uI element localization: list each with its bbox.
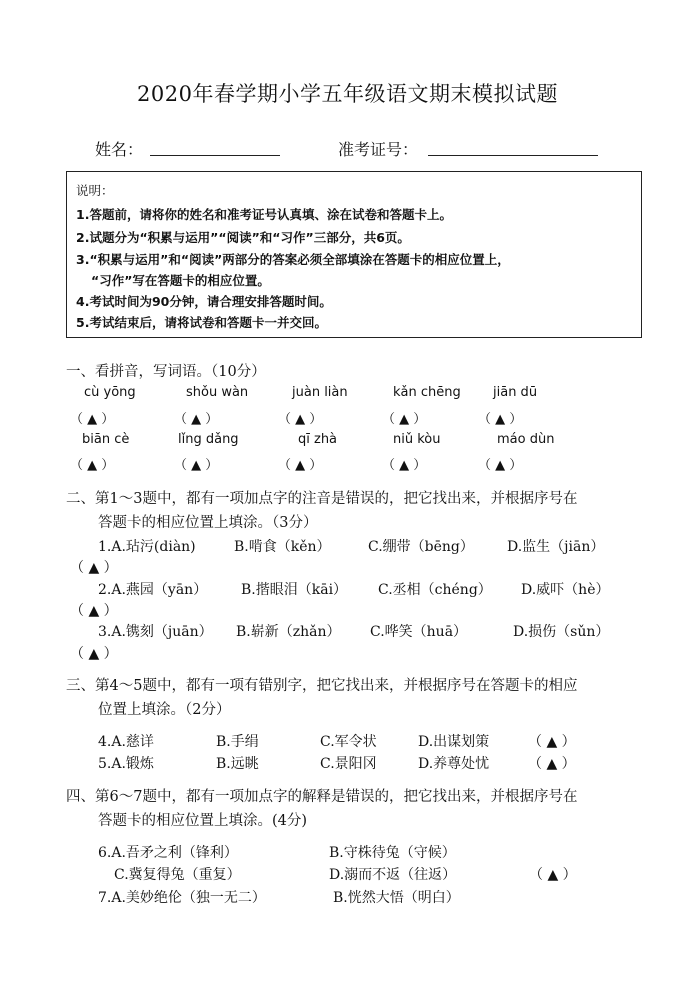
pinyin: niǔ kòu bbox=[393, 432, 441, 447]
answer-blank[interactable]: （ ▲ ） bbox=[174, 412, 219, 427]
option[interactable]: 2.A.燕园（yān） bbox=[98, 582, 208, 598]
option[interactable]: 4.A.慈详 bbox=[98, 734, 154, 750]
section-4-heading-cont: 答题卡的相应位置上填涂。(4分) bbox=[98, 813, 308, 829]
section-3-heading-cont: 位置上填涂。（2分） bbox=[98, 702, 231, 718]
answer-blank[interactable]: （ ▲ ） bbox=[70, 412, 115, 427]
option[interactable]: C.冀复得兔（重复） bbox=[114, 867, 241, 883]
instruction-item: 3.“积累与运用”和“阅读”两部分的答案必须全部填涂在答题卡的相应位置上， bbox=[76, 252, 510, 267]
name-field[interactable] bbox=[150, 155, 280, 156]
exam-id-field[interactable] bbox=[428, 155, 598, 156]
answer-blank[interactable]: （ ▲ ） bbox=[382, 412, 427, 427]
instructions-heading: 说明： bbox=[76, 183, 114, 198]
option[interactable]: C.哗笑（huā） bbox=[370, 624, 468, 640]
option[interactable]: B.恍然大悟（明白） bbox=[333, 890, 460, 906]
option[interactable]: B.崭新（zhǎn） bbox=[236, 624, 341, 640]
option[interactable]: D.溺而不返（往返） bbox=[329, 867, 457, 883]
answer-blank[interactable]: （ ▲ ） bbox=[174, 458, 219, 473]
option[interactable]: B.守株待兔（守候） bbox=[329, 845, 456, 861]
instructions-box bbox=[66, 171, 642, 338]
instruction-item: 4.考试时间为90分钟，请合理安排答题时间。 bbox=[76, 294, 332, 309]
option[interactable]: D.养尊处忧 bbox=[418, 756, 490, 772]
section-4-heading: 四、第6～7题中，都有一项加点字的解释是错误的，把它找出来，并根据序号在 bbox=[66, 789, 578, 805]
pinyin: cù yōng bbox=[84, 385, 136, 400]
instruction-item: 2.试题分为“积累与运用”“阅读”和“习作”三部分，共6页。 bbox=[76, 230, 410, 245]
pinyin: shǒu wàn bbox=[186, 385, 249, 400]
pinyin: juàn liàn bbox=[292, 385, 348, 400]
option[interactable]: C.绷带（bēng） bbox=[368, 539, 474, 555]
name-label: 姓名： bbox=[95, 140, 144, 159]
exam-id-label: 准考证号： bbox=[338, 140, 419, 159]
option[interactable]: B.远眺 bbox=[216, 756, 259, 772]
pinyin: lǐng dǎng bbox=[178, 432, 239, 447]
answer-blank[interactable]: （ ▲ ） bbox=[70, 603, 118, 619]
answer-blank[interactable]: （ ▲ ） bbox=[70, 646, 118, 662]
answer-blank[interactable]: （ ▲ ） bbox=[70, 560, 118, 576]
pinyin: qī zhà bbox=[298, 432, 338, 447]
answer-blank[interactable]: （ ▲ ） bbox=[478, 412, 523, 427]
option[interactable]: 3.A.镌刻（juān） bbox=[98, 624, 213, 640]
pinyin: jiān dū bbox=[493, 385, 538, 400]
option[interactable]: C.丞相（chéng） bbox=[378, 582, 492, 598]
answer-blank[interactable]: （ ▲ ） bbox=[528, 756, 576, 772]
instruction-item: 1.答题前，请将你的姓名和准考证号认真填、涂在试卷和答题卡上。 bbox=[76, 207, 452, 222]
answer-blank[interactable]: （ ▲ ） bbox=[70, 458, 115, 473]
option[interactable]: B.揩眼泪（kāi） bbox=[241, 582, 348, 598]
answer-blank[interactable]: （ ▲ ） bbox=[278, 412, 323, 427]
option[interactable]: 7.A.美妙绝伦（独一无二） bbox=[98, 890, 266, 906]
option[interactable]: D.监生（jiān） bbox=[507, 539, 605, 555]
option[interactable]: B.啃食（kěn） bbox=[234, 539, 331, 555]
pinyin: kǎn chēng bbox=[393, 385, 461, 400]
answer-blank[interactable]: （ ▲ ） bbox=[478, 458, 523, 473]
option[interactable]: C.军令状 bbox=[320, 734, 377, 750]
pinyin: biān cè bbox=[82, 432, 130, 447]
option[interactable]: B.手绢 bbox=[216, 734, 259, 750]
section-2-heading-cont: 答题卡的相应位置上填涂。（3分） bbox=[98, 515, 318, 531]
section-2-heading: 二、第1～3题中，都有一项加点字的注音是错误的，把它找出来，并根据序号在 bbox=[66, 491, 578, 507]
section-3-heading: 三、第4～5题中，都有一项有错别字，把它找出来，并根据序号在答题卡的相应 bbox=[66, 678, 578, 694]
answer-blank[interactable]: （ ▲ ） bbox=[382, 458, 427, 473]
option[interactable]: 1.A.玷污(diàn) bbox=[98, 539, 196, 555]
option[interactable]: D.损伤（sǔn） bbox=[513, 624, 610, 640]
option[interactable]: D.威吓（hè） bbox=[521, 582, 610, 598]
option[interactable]: 6.A.吾矛之利（锋利） bbox=[98, 845, 238, 861]
option[interactable]: C.景阳冈 bbox=[320, 756, 377, 772]
pinyin: máo dùn bbox=[497, 432, 555, 447]
section-1-heading: 一、看拼音，写词语。（10分） bbox=[66, 364, 266, 380]
option[interactable]: D.出谋划策 bbox=[418, 734, 490, 750]
instruction-item: “习作”写在答题卡的相应位置。 bbox=[91, 273, 270, 288]
answer-blank[interactable]: （ ▲ ） bbox=[278, 458, 323, 473]
page-title: 2020年春学期小学五年级语文期末模拟试题 bbox=[137, 82, 558, 106]
answer-blank[interactable]: （ ▲ ） bbox=[528, 734, 576, 750]
option[interactable]: 5.A.锻炼 bbox=[98, 756, 154, 772]
answer-blank[interactable]: （ ▲ ） bbox=[529, 867, 577, 883]
instruction-item: 5.考试结束后，请将试卷和答题卡一并交回。 bbox=[76, 315, 327, 330]
